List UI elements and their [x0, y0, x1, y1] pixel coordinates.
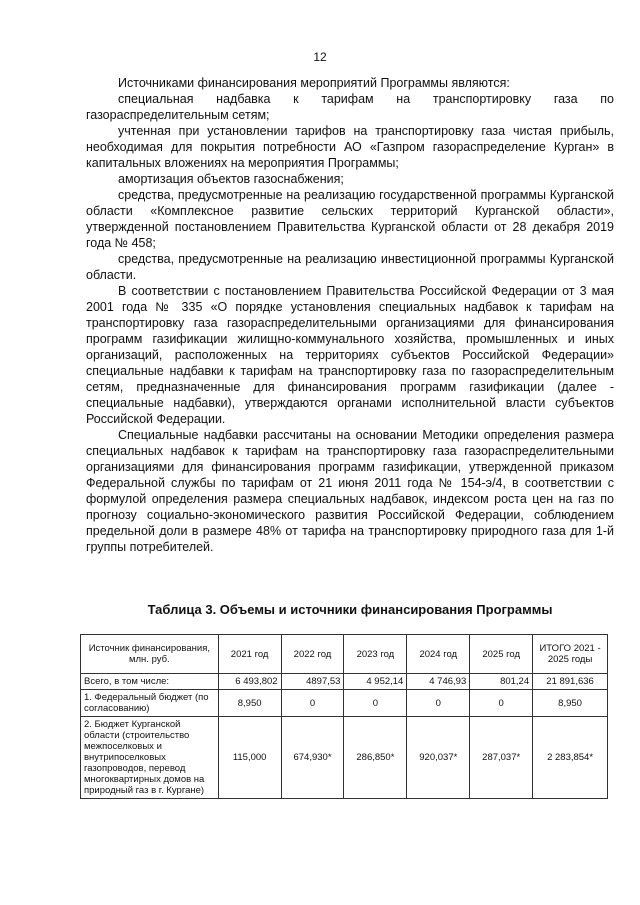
cell-value: 0 [344, 690, 407, 717]
paragraph: учтенная при установлении тарифов на транспортировку газа чистая прибыль, необходимая для покрытия потребности АО «Газпром газораспределение Курган» в капитальных вложениях на мероприятия Программы; [86, 124, 614, 170]
cell-value: 6 493,802 [218, 674, 281, 690]
cell-value: 287,037* [470, 717, 533, 799]
cell-value: 0 [470, 690, 533, 717]
paragraph: В соответствии с постановлением Правительства Российской Федерации от 3 мая 2001 года № 335 «О порядке установления специальных надбавок к тарифам на транспортировку газа газораспределительными организациями для финансирования программ газификации жилищно-коммунального хозяйства, промышленных и иных организаций, расположенных на территориях субъектов Российской Федерации» специальные надбавки к тарифам на транспортировку газа по газораспределительным сетям, предназначенные для финансирования программ газификации (далее - специальные надбавки), утверждаются органами исполнительной власти субъектов Российской Федерации. [86, 284, 614, 426]
cell-source: Всего, в том числе: [81, 674, 219, 690]
header-2021: 2021 год [218, 635, 281, 674]
cell-value: 0 [281, 690, 344, 717]
paragraph: средства, предусмотренные на реализацию государственной программы Курганской области «Комплексное развитие сельских территорий Курганской области», утвержденной постановлением Правительства Курганской области от 28 декабря 2019 года № 458; [86, 188, 614, 250]
financing-table [80, 634, 608, 799]
paragraph: амортизация объектов газоснабжения; [118, 172, 344, 186]
table-row [81, 717, 608, 799]
cell-value: 115,000 [218, 717, 281, 799]
table-header-row [81, 635, 608, 674]
body-text [86, 75, 614, 555]
header-2023: 2023 год [344, 635, 407, 674]
table-row [81, 674, 608, 690]
header-2022: 2022 год [281, 635, 344, 674]
page-number: 12 [313, 50, 327, 64]
cell-total: 21 891,636 [533, 674, 608, 690]
cell-value: 0 [407, 690, 470, 717]
table-caption: Таблица 3. Объемы и источники финансирования Программы [147, 602, 553, 617]
cell-source: 2. Бюджет Курганской области (строительство межпоселковых и внутрипоселковых газопроводов, перевод многоквартирных домов на природный газ в г. Кургане) [81, 717, 219, 799]
cell-value: 8,950 [218, 690, 281, 717]
cell-value: 4 746,93 [407, 674, 470, 690]
paragraph: специальная надбавка к тарифам на транспортировку газа по газораспределительным сетям; [86, 92, 614, 122]
header-source: Источник финансирования, млн. руб. [81, 635, 219, 674]
cell-value: 286,850* [344, 717, 407, 799]
cell-total: 8,950 [533, 690, 608, 717]
cell-value: 801,24 [470, 674, 533, 690]
header-total: ИТОГО 2021 - 2025 годы [533, 635, 608, 674]
header-2024: 2024 год [407, 635, 470, 674]
cell-value: 920,037* [407, 717, 470, 799]
cell-total: 2 283,854* [533, 717, 608, 799]
cell-source: 1. Федеральный бюджет (по согласованию) [81, 690, 219, 717]
table-row [81, 690, 608, 717]
cell-value: 4897,53 [281, 674, 344, 690]
paragraph: Источниками финансирования мероприятий Программы являются: [118, 76, 510, 90]
header-2025: 2025 год [470, 635, 533, 674]
cell-value: 674,930* [281, 717, 344, 799]
paragraph: Специальные надбавки рассчитаны на основании Методики определения размера специальных надбавок к тарифам на транспортировку газа газораспределительными организациями для финансирования программ газификации, утвержденной приказом Федеральной службы по тарифам от 21 июня 2011 года № 154-э/4, в соответствии с формулой определения размера специальных надбавок, индексом роста цен на газ по прогнозу социально-экономического развития Российской Федерации, соблюдением предельной доли в размере 48% от тарифа на транспортировку природного газа для 1-й группы потребителей. [86, 428, 614, 554]
cell-value: 4 952,14 [344, 674, 407, 690]
paragraph: средства, предусмотренные на реализацию инвестиционной программы Курганской области. [86, 252, 614, 282]
